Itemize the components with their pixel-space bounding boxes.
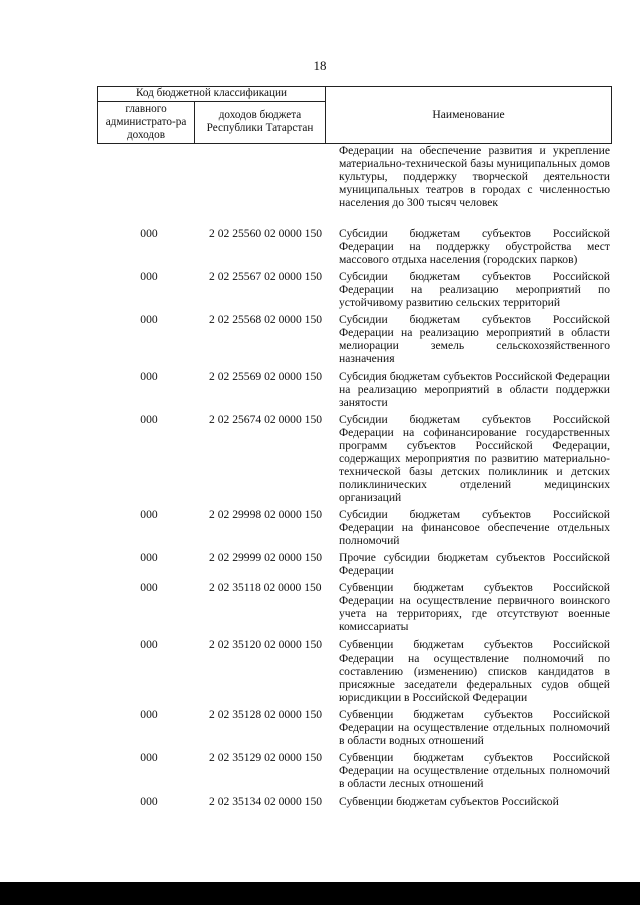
admin-code-cell: 000 <box>140 226 158 240</box>
income-code-cell: 2 02 35129 02 0000 150 <box>209 751 323 765</box>
description-cell: Прочие субсидии бюджетам субъектов Российской Федерации <box>339 550 610 577</box>
table-row <box>97 270 612 309</box>
table-row <box>97 581 612 633</box>
income-code-cell: 2 02 25560 02 0000 150 <box>209 226 323 240</box>
income-code-cell: 2 02 25568 02 0000 150 <box>209 313 323 327</box>
admin-code-cell: 000 <box>140 707 158 721</box>
admin-code-cell: 000 <box>140 751 158 765</box>
scan-border <box>0 882 640 905</box>
table-header <box>97 86 612 144</box>
income-code-cell: 2 02 35134 02 0000 150 <box>209 794 323 808</box>
income-code-cell: 2 02 25567 02 0000 150 <box>209 269 323 283</box>
table-row <box>97 413 612 505</box>
table-row <box>97 370 612 409</box>
admin-code-cell: 000 <box>140 550 158 564</box>
description-cell: Субсидии бюджетам субъектов Российской Федерации на поддержку обустройства мест массового отдыха населения (городских парков) <box>339 226 610 266</box>
description-cell: Субвенции бюджетам субъектов Российской Федерации на осуществление первичного воинского учета на территориях, где отсутствуют военные комиссариаты <box>339 581 610 634</box>
income-code-cell: 2 02 35118 02 0000 150 <box>209 581 322 595</box>
admin-code-cell: 000 <box>140 581 158 595</box>
description-cell: Субвенции бюджетам субъектов Российской Федерации на осуществление полномочий по составлению (изменению) списков кандидатов в присяжные заседатели федеральных судов общей юрисдикции в Российской Федерации <box>339 638 610 704</box>
income-code-cell: 2 02 29999 02 0000 150 <box>209 550 323 564</box>
header-income: доходов бюджета Республики Татарстан <box>195 101 326 144</box>
description-cell: Субсидии бюджетам субъектов Российской Федерации на реализацию мероприятий в области мелиорации земель сельскохозяйственного назначения <box>339 313 610 366</box>
admin-code-cell: 000 <box>140 269 158 283</box>
header-admin: главного администрато-ра доходов <box>98 101 195 144</box>
table-row <box>97 638 612 704</box>
table-row <box>97 708 612 747</box>
admin-code-cell: 000 <box>140 313 158 327</box>
income-code-cell: 2 02 25674 02 0000 150 <box>209 412 323 426</box>
admin-code-cell: 000 <box>140 507 158 521</box>
table-row <box>97 227 612 266</box>
header-classification: Код бюджетной классификации <box>98 87 326 102</box>
income-code-cell: 2 02 35128 02 0000 150 <box>209 707 323 721</box>
description-cell: Субвенции бюджетам субъектов Российской Федерации на осуществление отдельных полномочий в области лесных отношений <box>339 751 610 791</box>
description-cell: Субсидии бюджетам субъектов Российской Федерации на софинансирование государственных программ субъектов Российской Федерации, содержащих мероприятия по развитию материально-технической базы детских поликлиник и детских поликлинических отделений медицинских организаций <box>339 412 610 505</box>
admin-code-cell: 000 <box>140 794 158 808</box>
admin-code-cell: 000 <box>140 412 158 426</box>
header-name: Наименование <box>326 87 612 144</box>
description-cell: Субвенции бюджетам субъектов Российской <box>339 794 559 808</box>
table-row <box>97 795 612 808</box>
table-row <box>97 551 612 577</box>
income-code-cell: 2 02 25569 02 0000 150 <box>209 369 323 383</box>
income-code-cell <box>201 144 339 223</box>
table-row <box>97 313 612 365</box>
description-cell: Субсидии бюджетам субъектов Российской Федерации на финансовое обеспечение отдельных полномочий <box>339 507 610 547</box>
table-body <box>97 144 612 808</box>
admin-code-cell <box>97 144 201 223</box>
income-code-cell: 2 02 35120 02 0000 150 <box>209 638 323 652</box>
table-row <box>97 144 612 223</box>
table-row <box>97 751 612 790</box>
admin-code-cell: 000 <box>140 638 158 652</box>
page-number: 18 <box>313 58 327 73</box>
description-cell: Федерации на обеспечение развития и укрепление материально-технической базы муниципальных домов культуры, поддержку творческой деятельности муниципальных театров в городах с численностью населения до 300 тысяч человек <box>339 144 610 210</box>
description-cell: Субвенции бюджетам субъектов Российской Федерации на осуществление отдельных полномочий в области водных отношений <box>339 707 610 748</box>
description-cell: Субсидии бюджетам субъектов Российской Федерации на реализацию мероприятий по устойчивому развитию сельских территорий <box>339 269 610 310</box>
description-cell: Субсидия бюджетам субъектов Российской Федерации на реализацию мероприятий в области поддержки занятости <box>339 369 610 409</box>
table-row <box>97 508 612 547</box>
admin-code-cell: 000 <box>140 369 158 383</box>
income-code-cell: 2 02 29998 02 0000 150 <box>209 507 323 521</box>
